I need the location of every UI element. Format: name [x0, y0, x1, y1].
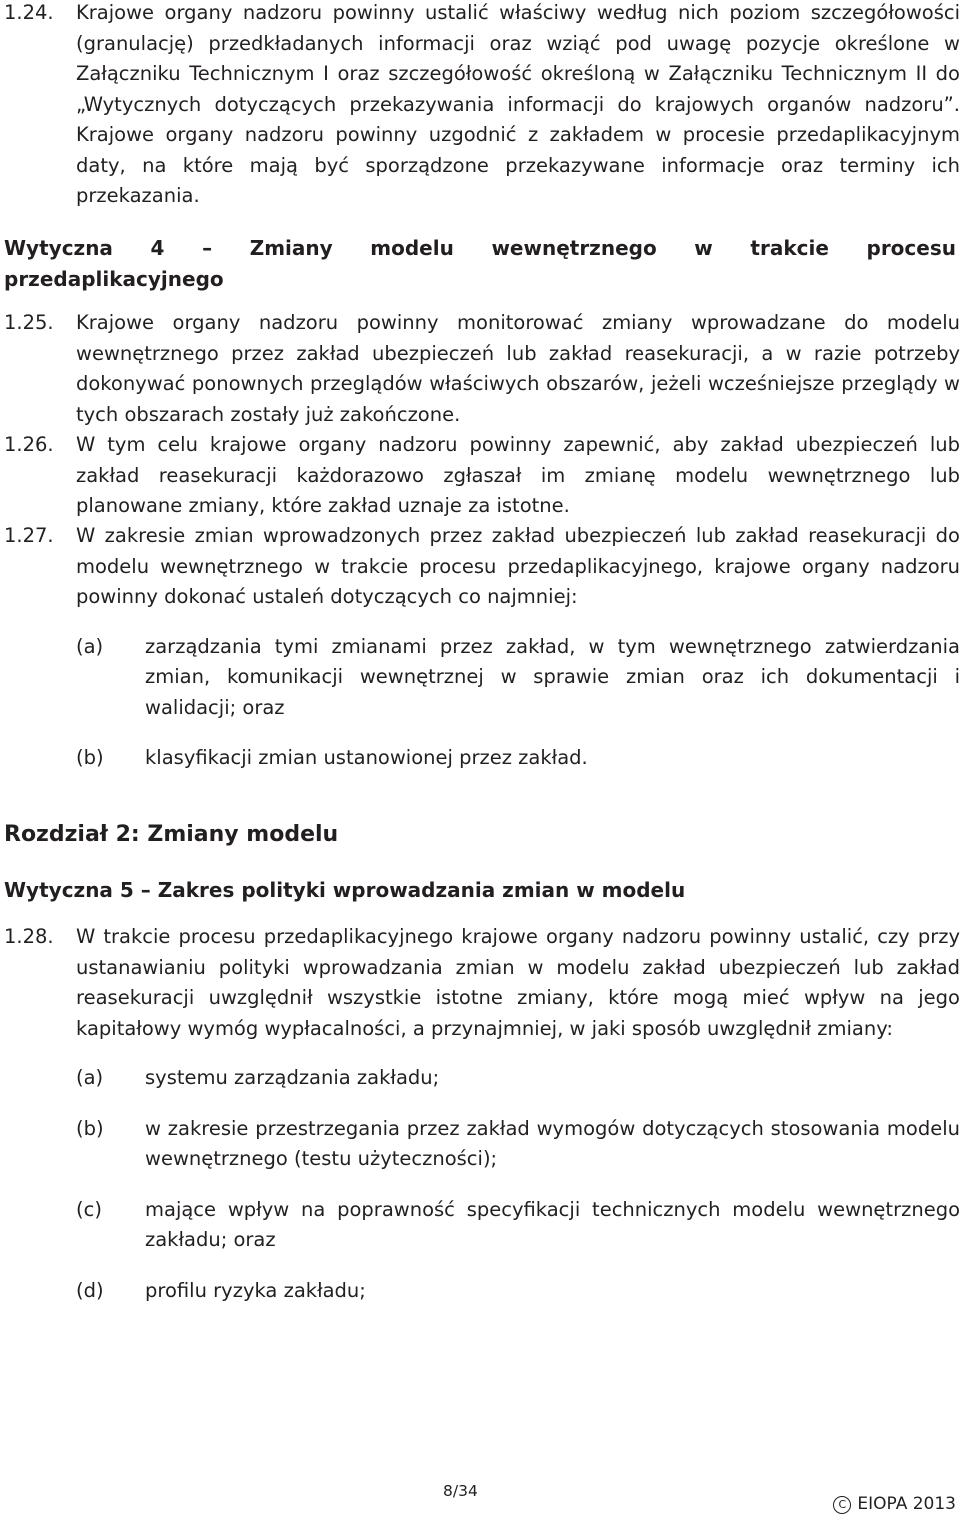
paragraph-1-28 — [4, 922, 960, 1326]
item-text: profilu ryzyka zakładu; — [145, 1278, 366, 1302]
paragraph-number: 1.24. — [4, 1, 54, 24]
guideline-4-heading-line1: Wytyczna 4 – Zmiany modelu wewnętrznego w trakcie procesu — [4, 236, 956, 260]
item-label: (a) — [76, 634, 104, 658]
paragraph-number: 1.28. — [4, 925, 54, 948]
item-text: mające wpływ na poprawność specyfikacji technicznych modelu wewnętrznego zakładu; oraz — [145, 1197, 960, 1251]
paragraph-1-27 — [4, 521, 960, 794]
guideline-4-heading-line2: przedaplikacyjnego — [4, 267, 224, 291]
list-item — [76, 743, 960, 774]
paragraph-number: 1.27. — [4, 524, 54, 547]
list-item — [76, 1063, 960, 1094]
paragraph-text: Krajowe organy nadzoru powinny ustalić właściwy według nich poziom szczegółowości (granulację) przedkładanych informacji oraz wziąć pod uwagę pozycje określone w Załączniku Technicznym I oraz szczegółowość określoną w Załączniku Technicznym II do „Wytycznych dotyczących przekazywania informacji do krajowych organów nadzoru”. Krajowe organy nadzoru powinny uzgodnić z zakładem w procesie przedaplikacyjnym daty, na które mają być sporządzone przekazywane informacje oraz terminy ich przekazania. — [76, 1, 960, 207]
list-item — [76, 1195, 960, 1256]
item-label: (d) — [76, 1278, 104, 1302]
copyright-notice — [833, 1494, 956, 1514]
item-text: zarządzania tymi zmianami przez zakład, w tym wewnętrznego zatwierdzania zmian, komunikacji wewnętrznej w sprawie zmian oraz ich dokumentacji i walidacji; oraz — [145, 634, 960, 719]
item-list — [76, 1063, 960, 1306]
paragraph-number: 1.26. — [4, 433, 54, 456]
paragraph-1-24 — [4, 0, 960, 212]
item-text: systemu zarządzania zakładu; — [145, 1066, 440, 1089]
copyright-icon: C — [833, 1496, 851, 1514]
paragraph-text: Krajowe organy nadzoru powinny monitorować zmiany wprowadzane do modelu wewnętrznego przez zakład ubezpieczeń lub zakład reasekuracji, a w razie potrzeby dokonywać ponownych przeglądów właściwych obszarów, jeżeli wcześniejsze przeglądy w tych obszarach zostały już zakończone. — [76, 311, 960, 426]
page-number: 8/34 — [443, 1482, 478, 1500]
list-item — [76, 1114, 960, 1175]
paragraph-text: W zakresie zmian wprowadzonych przez zakład ubezpieczeń lub zakład reasekuracji do modelu wewnętrznego w trakcie procesu przedaplikacyjnego, krajowe organy nadzoru powinny dokonać ustaleń dotyczących co najmniej: — [76, 524, 960, 608]
list-item — [76, 1276, 960, 1307]
guideline-4-heading — [4, 233, 956, 295]
item-label: (c) — [76, 1197, 102, 1221]
chapter-2-heading: Rozdział 2: Zmiany modelu — [4, 822, 339, 847]
paragraph-number: 1.25. — [4, 311, 54, 334]
paragraph-1-26 — [4, 430, 960, 522]
copyright-text: EIOPA 2013 — [857, 1494, 956, 1514]
item-label: (b) — [76, 1116, 104, 1140]
item-label: (b) — [76, 746, 104, 769]
paragraph-text: W tym celu krajowe organy nadzoru powinny zapewnić, aby zakład ubezpieczeń lub zakład reasekuracji każdorazowo zgłaszał im zmianę modelu wewnętrznego lub planowane zmiany, które zakład uznaje za istotne. — [76, 433, 960, 517]
guideline-5-heading: Wytyczna 5 – Zakres polityki wprowadzania zmian w modelu — [4, 878, 686, 902]
item-label: (a) — [76, 1066, 104, 1089]
list-item — [76, 632, 960, 724]
paragraph-text: W trakcie procesu przedaplikacyjnego krajowe organy nadzoru powinny ustalić, czy przy ustanawianiu polityki wprowadzania zmian w modelu zakład ubezpieczeń lub zakład reasekuracji uwzględnił wszystkie istotne zmiany, które mogą mieć wpływ na jego kapitałowy wymóg wypłacalności, a przynajmniej, w jaki sposób uwzględnił zmiany: — [76, 925, 960, 1040]
item-text: w zakresie przestrzegania przez zakład wymogów dotyczących stosowania modelu wewnętrznego (testu użyteczności); — [145, 1116, 960, 1170]
item-list — [76, 632, 960, 774]
item-text: klasyfikacji zmian ustanowionej przez zakład. — [145, 746, 588, 769]
paragraph-1-25 — [4, 308, 960, 430]
